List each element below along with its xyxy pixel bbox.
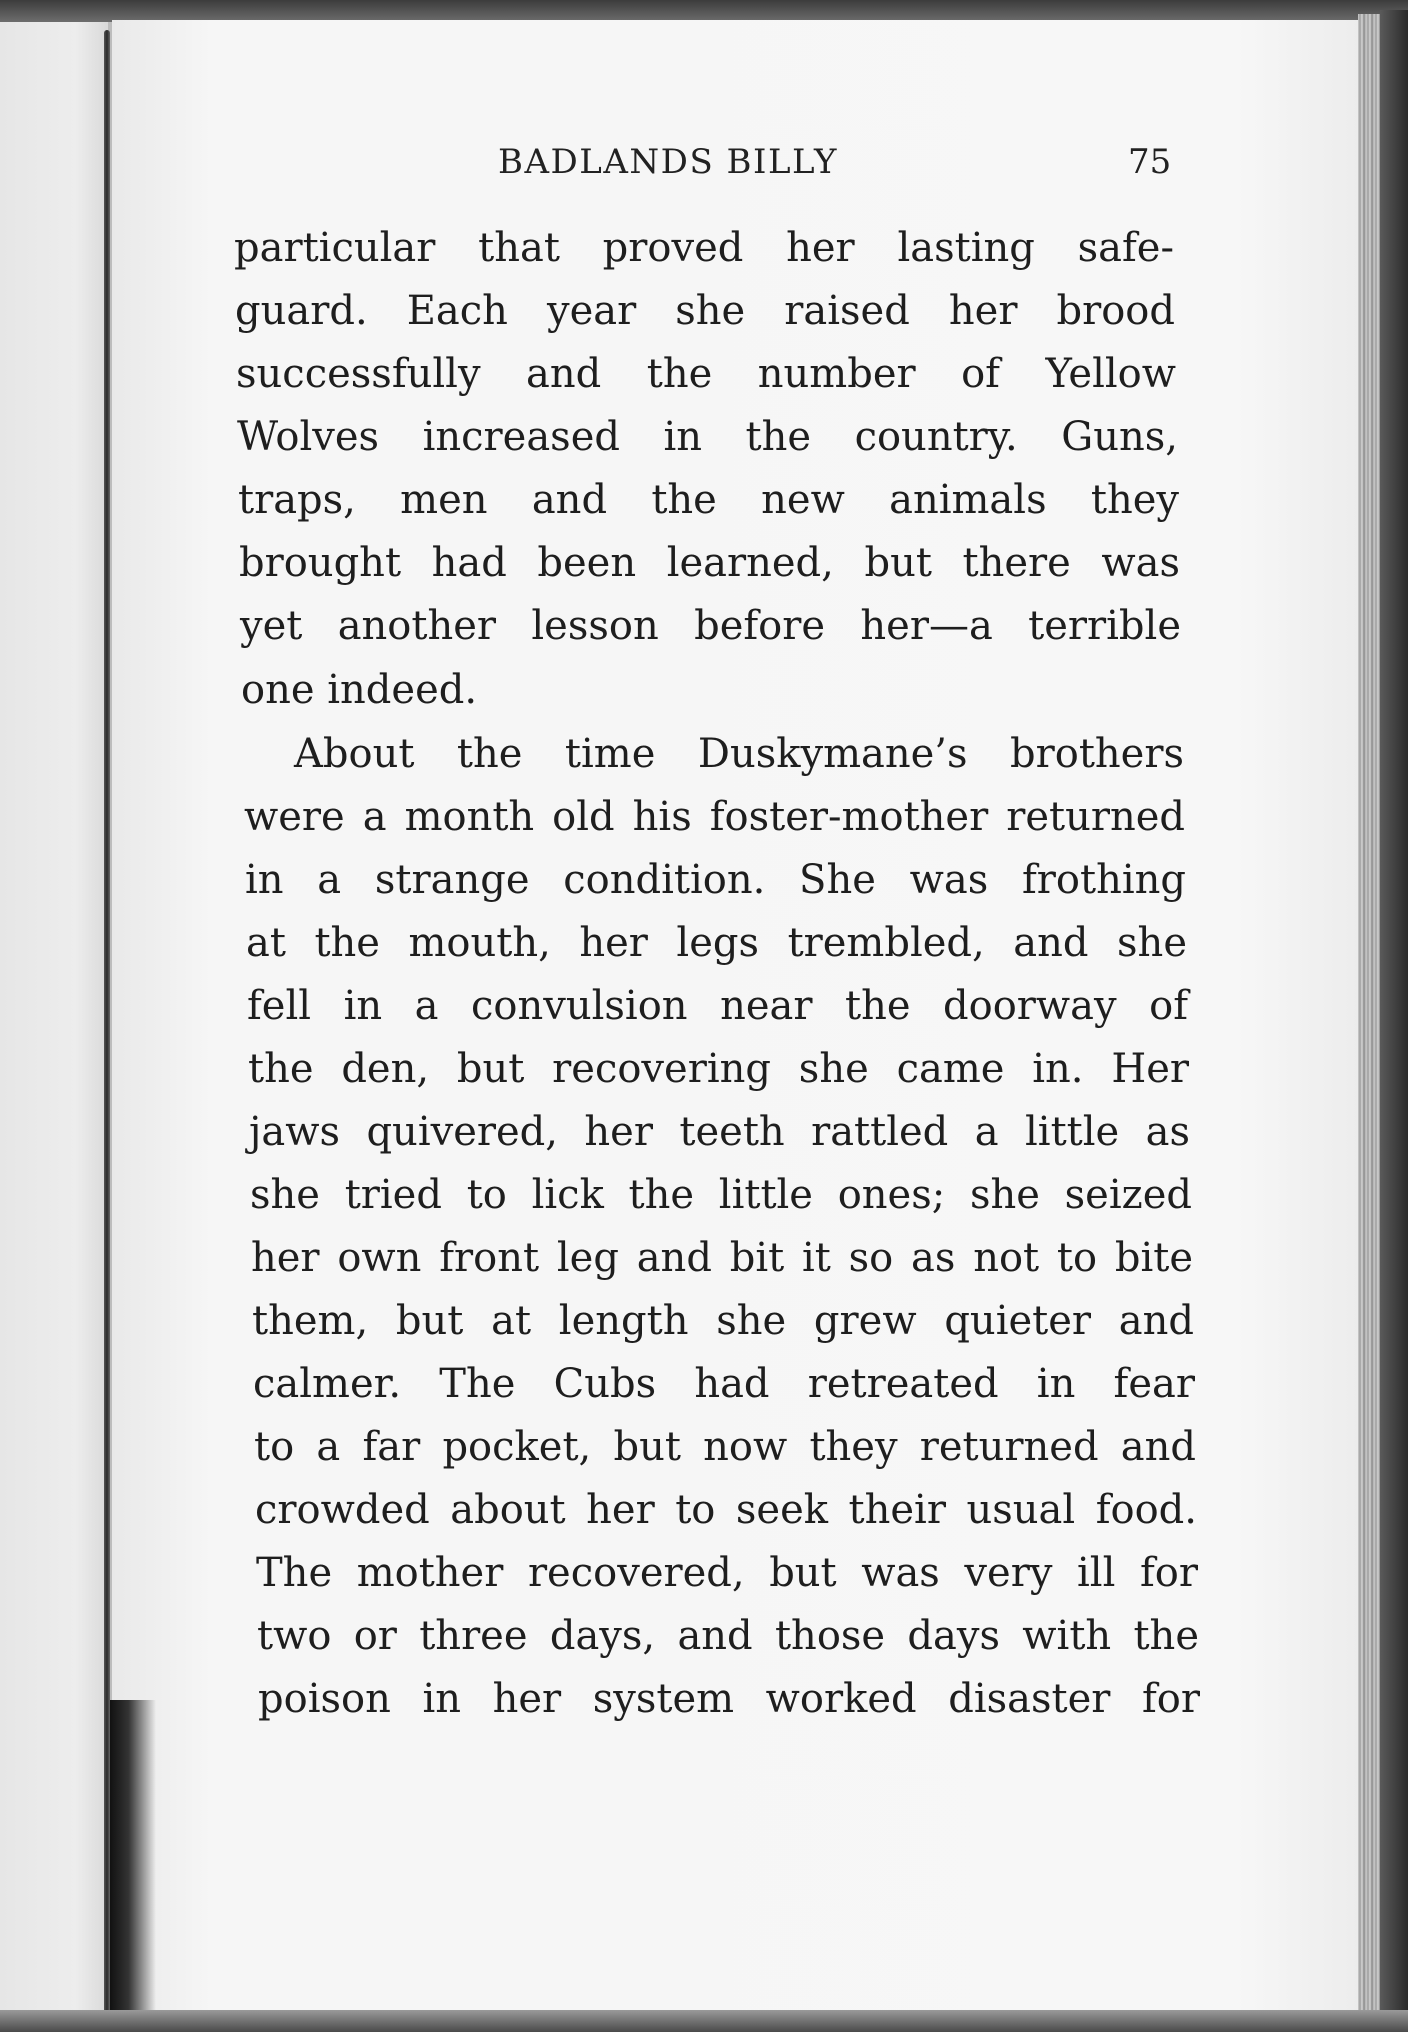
book-cover-edge xyxy=(1380,10,1408,2032)
text-line: About the time Duskymane’s brothers xyxy=(294,731,1184,777)
text-line: poison in her system worked disaster for xyxy=(258,1676,1200,1722)
text-line: in a strange condition. She was frothing xyxy=(245,857,1186,903)
text-line: her own front leg and bit it so as not to bite xyxy=(251,1235,1193,1281)
text-line: were a month old his foster-mother returned xyxy=(244,794,1185,840)
text-line: calmer. The Cubs had retreated in fear xyxy=(253,1361,1195,1407)
scan-top-border xyxy=(0,0,1408,22)
text-line: to a far pocket, but now they returned and xyxy=(254,1424,1196,1470)
scan-bottom-border xyxy=(0,2010,1408,2032)
text-line: the den, but recovering she came in. Her xyxy=(248,1046,1189,1092)
page-number: 75 xyxy=(1128,142,1172,182)
text-line: successfully and the number of Yellow xyxy=(236,351,1176,397)
text-line: at the mouth, her legs trembled, and she xyxy=(246,920,1187,966)
text-line: fell in a convulsion near the doorway of xyxy=(247,983,1188,1029)
text-line: two or three days, and those days with the xyxy=(257,1613,1199,1659)
text-line: yet another lesson before her—a terrible xyxy=(240,603,1181,649)
text-line: she tried to lick the little ones; she seized xyxy=(250,1172,1192,1218)
text-line: Wolves increased in the country. Guns, xyxy=(237,414,1178,460)
text-line: guard. Each year she raised her brood xyxy=(235,288,1175,334)
text-line: jaws quivered, her teeth rattled a little as xyxy=(249,1109,1190,1155)
running-title: BADLANDS BILLY xyxy=(498,142,838,182)
text-line: them, but at length she grew quieter and xyxy=(252,1298,1194,1344)
text-line: one indeed. xyxy=(241,667,478,713)
text-line: The mother recovered, but was very ill for xyxy=(256,1550,1198,1596)
text-line: crowded about her to seek their usual food. xyxy=(255,1487,1197,1533)
facing-page-margin xyxy=(0,22,108,2032)
gutter-shadow xyxy=(110,1700,156,2032)
text-line: particular that proved her lasting safe- xyxy=(234,225,1174,271)
text-line: brought had been learned, but there was xyxy=(239,540,1180,586)
text-line: traps, men and the new animals they xyxy=(238,477,1179,523)
